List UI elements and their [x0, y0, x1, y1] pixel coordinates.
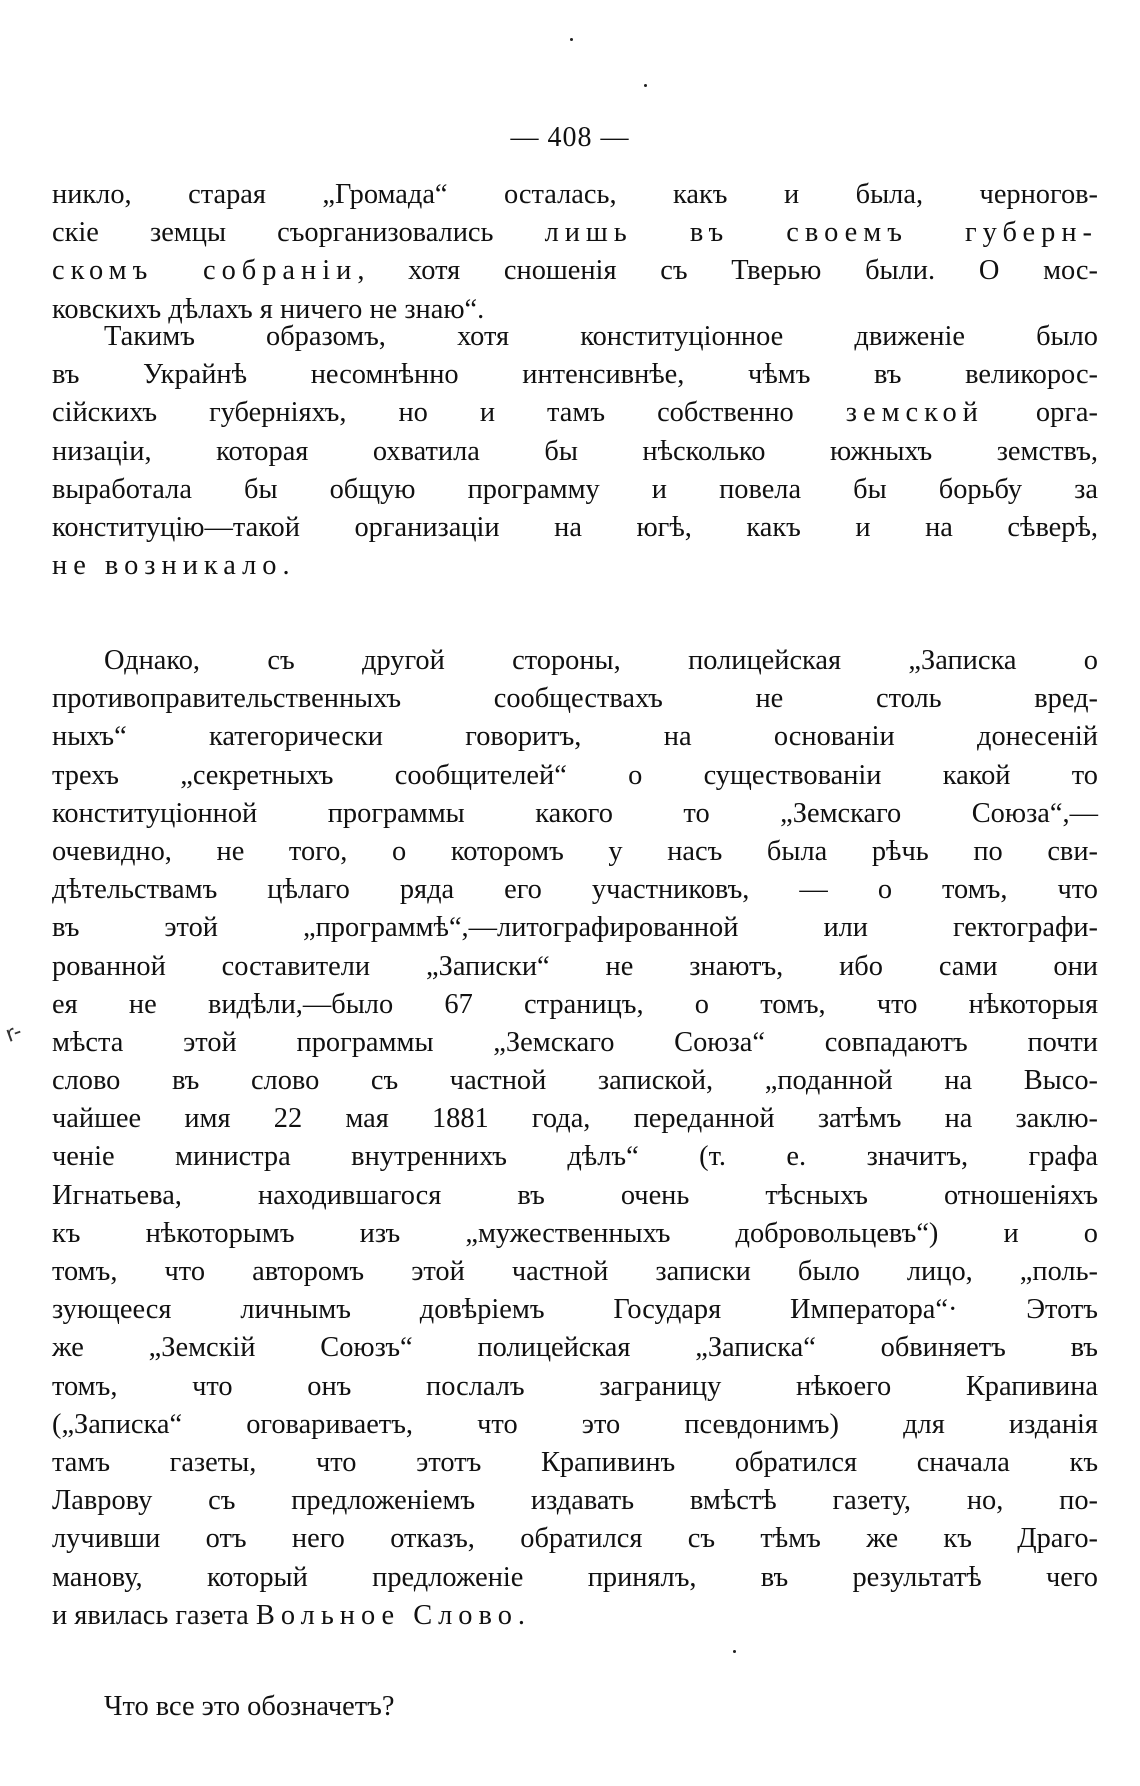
page-number: — 408 — [510, 122, 630, 153]
paragraph-4 [52, 1688, 1098, 1726]
text-line: въ этой „программѣ“,—литографированной или гектографи- [52, 912, 1098, 944]
text-line: манову, который предложеніе принялъ, въ результатѣ чего [52, 1561, 1098, 1593]
spaced-emphasis: земской [845, 397, 984, 429]
text-line: противоправительственныхъ сообществахъ не столь вред- [52, 683, 1098, 715]
text-line: въ Украйнѣ несомнѣнно интенсивнѣе, чѣмъ въ великорос- [52, 359, 1098, 391]
text-line: Однако, съ другой стороны, полицейская „Записка о [104, 645, 1098, 676]
text-line: Такимъ образомъ, хотя конституціонное движеніе было [104, 321, 1098, 352]
text-line: лучивши отъ него отказъ, обратился съ тѣмъ же къ Драго- [52, 1523, 1098, 1555]
text-line: томъ, что онъ послалъ заграницу нѣкоего Крапивина [52, 1370, 1098, 1402]
text-line: не возникало. [52, 550, 296, 582]
text-line: Игнатьева, находившагося въ очень тѣсныхъ отношеніяхъ [52, 1179, 1098, 1211]
text-line: ея не видѣли,—было 67 страницъ, о томъ, что нѣкоторыя [52, 988, 1098, 1020]
text-run: . [517, 1599, 526, 1631]
text-line [52, 214, 1098, 252]
text-line: къ нѣкоторымъ изъ „мужественныхъ добровольцевъ“) и о [52, 1217, 1098, 1249]
text-line: никло, старая „Громада“ осталась, какъ и была, черногов- [52, 179, 1098, 210]
text-line: низаціи, которая охватила бы нѣсколько южныхъ земствъ, [52, 435, 1098, 467]
paragraph-3 [52, 642, 1098, 1635]
text-line [52, 252, 1098, 290]
text-line: конституціонной программы какого то „Земскаго Союза“,— [52, 797, 1098, 829]
scan-speck [570, 38, 573, 41]
text-line: чайшее имя 22 мая 1881 года, переданной затѣмъ на заклю- [52, 1103, 1098, 1135]
text-run: , хотя сношенія съ Тверью были. О мос- [357, 255, 1098, 287]
text-line: слово въ слово съ частной запиской, „поданной на Высо- [52, 1065, 1098, 1097]
text-line: очевидно, не того, о которомъ у насъ была рѣчь по сви- [52, 835, 1098, 867]
text-line: ковскихъ дѣлахъ я ничего не знаю“. [52, 293, 485, 325]
text-line: томъ, что авторомъ этой частной записки было лицо, „поль- [52, 1256, 1098, 1287]
text-run: орга- [983, 397, 1098, 429]
text-line: ченіе министра внутреннихъ дѣлъ“ (т. е. значитъ, графа [52, 1141, 1098, 1173]
scan-speck [644, 84, 647, 87]
text-line: конституцію—такой организаціи на югѣ, какъ и на сѣверѣ, [52, 511, 1098, 543]
paragraph-2 [52, 318, 1098, 585]
text-line: тамъ газеты, что этотъ Крапивинъ обратился сначала къ [52, 1446, 1098, 1478]
text-line [52, 394, 1098, 432]
spaced-emphasis: скомъ собраніи [52, 255, 358, 287]
handwritten-margin-mark: r- [2, 1019, 26, 1048]
text-line: ныхъ“ категорически говоритъ, на основаніи донесеній [52, 721, 1098, 753]
spaced-emphasis: Вольное Слово [255, 1599, 518, 1631]
text-line: же „Земскій Союзъ“ полицейская „Записка“ обвиняетъ въ [52, 1332, 1098, 1364]
spaced-emphasis: лишь въ своемъ губерн- [544, 217, 1098, 249]
text-run: скіе земцы съорганизовались [52, 217, 545, 249]
paragraph-1 [52, 176, 1098, 329]
text-line: Что все это обозначетъ? [104, 1691, 395, 1722]
text-line: зующееся личнымъ довѣріемъ Государя Императора“· Этотъ [52, 1294, 1098, 1326]
text-run: сійскихъ губерніяхъ, но и тамъ собственно [52, 397, 846, 429]
text-line: мѣста этой программы „Земскаго Союза“ совпадаютъ почти [52, 1026, 1098, 1058]
text-line: трехъ „секретныхъ сообщителей“ о существованіи какой то [52, 759, 1098, 791]
text-line: выработала бы общую программу и повела бы борьбу за [52, 473, 1098, 505]
text-run: и явилась газета [52, 1599, 256, 1631]
text-line: дѣтельствамъ цѣлаго ряда его участниковъ, — о томъ, что [52, 874, 1098, 906]
scan-speck [733, 1650, 736, 1653]
text-line: („Записка“ оговариваетъ, что это псевдонимъ) для изданія [52, 1408, 1098, 1440]
text-line: Лаврову съ предложеніемъ издавать вмѣстѣ газету, но, по- [52, 1485, 1098, 1517]
text-line [52, 1597, 1098, 1635]
text-line: рованной составители „Записки“ не знаютъ, ибо сами они [52, 950, 1098, 982]
